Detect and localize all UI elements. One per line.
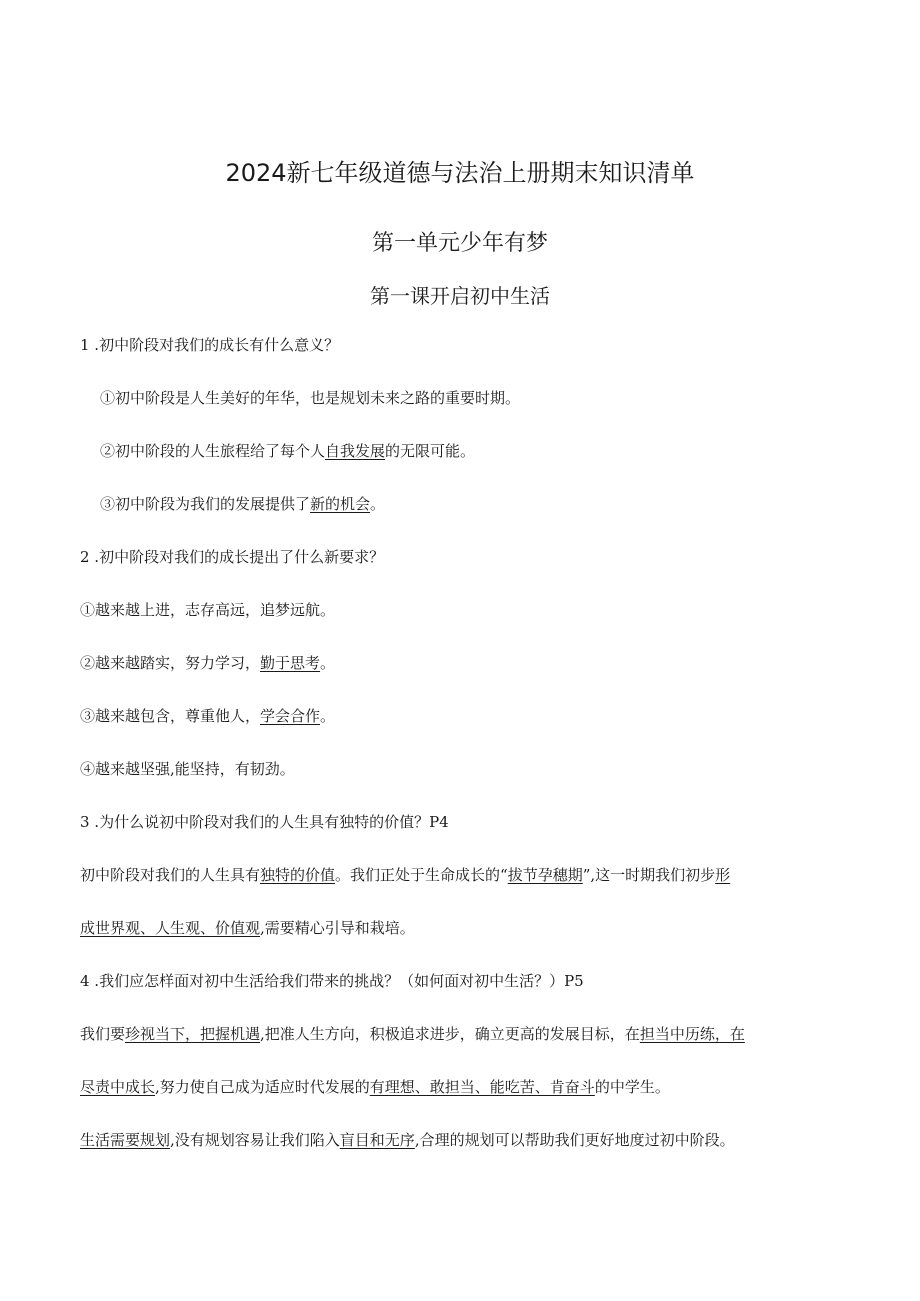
unit-title: 第一单元少年有梦 — [371, 231, 548, 256]
key-term: 生活需要规划 — [80, 1131, 171, 1149]
question-3: 3 .为什么说初中阶段对我们的人生具有独特的价值？P4 — [80, 813, 449, 831]
key-term: 勤于思考 — [260, 654, 321, 672]
text-segment: 我们要 — [80, 1025, 126, 1043]
text-segment: ③越来越包含，尊重他人， — [80, 707, 261, 725]
text-segment: 。 — [320, 654, 336, 672]
q3-answer-line-1 — [80, 864, 850, 886]
q4-answer-line-2 — [80, 1076, 850, 1098]
text-segment: ,把准人生方向，积极追求进步，确立更高的发展目标，在 — [260, 1025, 640, 1043]
text-segment: ,需要精心引导和栽培。 — [260, 919, 415, 937]
question-2: 2 .初中阶段对我们的成长提出了什么新要求？ — [80, 548, 385, 566]
text-segment: ③初中阶段为我们的发展提供了 — [100, 495, 311, 513]
text-segment: ,努力使自己成为适应时代发展的 — [155, 1078, 370, 1096]
q1-answer-1: ①初中阶段是人生美好的年华，也是规划未来之路的重要时期。 — [100, 389, 521, 407]
key-term: 自我发展 — [325, 442, 386, 460]
q2-answer-3 — [80, 705, 850, 727]
key-term: 形 — [715, 866, 731, 884]
text-segment: 。 — [370, 495, 386, 513]
key-term: 尽责中成长 — [80, 1078, 156, 1096]
text-segment: ,没有规划容易让我们陷入 — [170, 1131, 340, 1149]
key-term: 学会合作 — [260, 707, 321, 725]
key-term: 珍视当下，把握机遇 — [125, 1025, 261, 1043]
key-term: 盲目和无序 — [339, 1131, 415, 1149]
key-term: 拔节孕穗期 — [507, 866, 583, 884]
text-segment: 。我们正处于生命成长的“ — [335, 866, 508, 884]
text-segment: ②初中阶段的人生旅程给了每个人 — [100, 442, 326, 460]
key-term: 成世界观、人生观、价值观 — [80, 919, 261, 937]
lesson-title: 第一课开启初中生活 — [370, 284, 550, 308]
key-term: 担当中历练，在 — [639, 1025, 745, 1043]
document-title: 2024新七年级道德与法治上册期末知识清单 — [225, 159, 695, 187]
text-segment: ,合理的规划可以帮助我们更好地度过初中阶段。 — [414, 1131, 735, 1149]
text-segment: ”,这一时期我们初步 — [582, 866, 716, 884]
text-segment: 初中阶段对我们的人生具有 — [80, 866, 261, 884]
key-term: 有理想、敢担当、能吃苦、肯奋斗 — [369, 1078, 595, 1096]
text-segment: 的无限可能。 — [385, 442, 476, 460]
q3-answer-line-2 — [80, 917, 850, 939]
q2-answer-1: ①越来越上进，志存高远，追梦远航。 — [80, 601, 336, 619]
question-1: 1 .初中阶段对我们的成长有什么意义？ — [80, 336, 340, 354]
q1-answer-3 — [100, 493, 870, 515]
q1-answer-2 — [100, 440, 870, 462]
text-segment: ②越来越踏实，努力学习， — [80, 654, 261, 672]
q4-answer-line-3 — [80, 1129, 850, 1151]
q2-answer-4: ④越来越坚强,能坚持，有韧劲。 — [80, 760, 295, 778]
q4-answer-line-1 — [80, 1023, 850, 1045]
q2-answer-2 — [80, 652, 850, 674]
text-segment: 的中学生。 — [594, 1078, 670, 1096]
text-segment: 。 — [320, 707, 336, 725]
key-term: 独特的价值 — [260, 866, 336, 884]
question-4: 4 .我们应怎样面对初中生活给我们带来的挑战？（如何面对初中生活？）P5 — [80, 972, 584, 990]
key-term: 新的机会 — [310, 495, 371, 513]
